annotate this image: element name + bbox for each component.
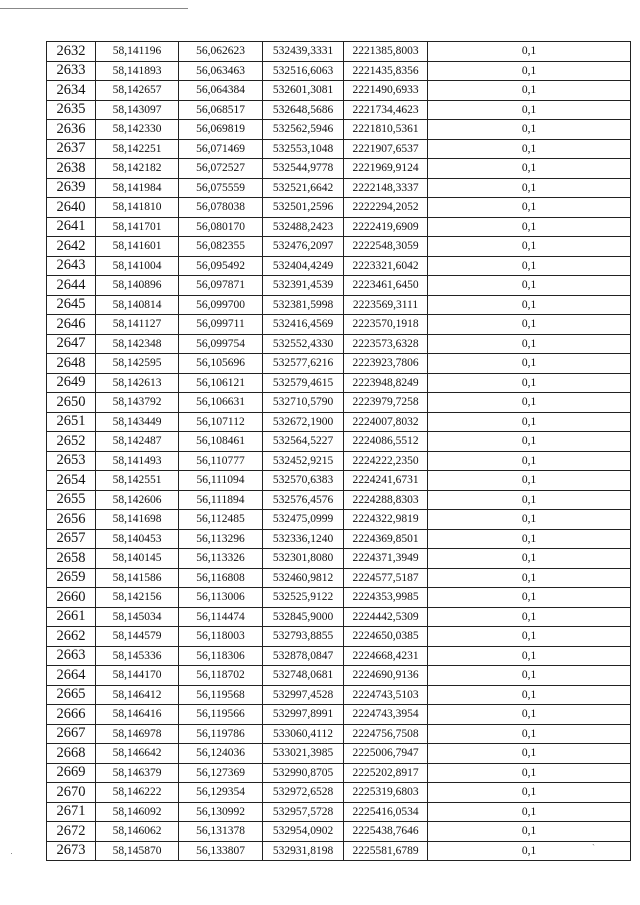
table-row (47, 217, 631, 237)
longitude-cell: 56,072527 (179, 159, 263, 179)
latitude-cell: 58,145336 (96, 646, 179, 666)
y-coordinate-cell: 2221810,5361 (344, 120, 428, 140)
coordinates-table (46, 41, 631, 861)
latitude-cell: 58,141893 (96, 61, 179, 81)
longitude-cell: 56,119786 (179, 724, 263, 744)
top-divider (0, 8, 188, 9)
accuracy-cell: 0,1 (428, 783, 631, 803)
latitude-cell: 58,141586 (96, 568, 179, 588)
x-coordinate-cell: 532577,6216 (263, 354, 344, 374)
accuracy-cell: 0,1 (428, 705, 631, 725)
point-number-cell: 2650 (47, 393, 96, 413)
latitude-cell: 58,141810 (96, 198, 179, 218)
accuracy-cell: 0,1 (428, 256, 631, 276)
accuracy-cell: 0,1 (428, 412, 631, 432)
x-coordinate-cell: 532416,4569 (263, 315, 344, 335)
point-number-cell: 2645 (47, 295, 96, 315)
x-coordinate-cell: 532845,9000 (263, 607, 344, 627)
longitude-cell: 56,111894 (179, 490, 263, 510)
latitude-cell: 58,142487 (96, 432, 179, 452)
accuracy-cell: 0,1 (428, 841, 631, 861)
latitude-cell: 58,141127 (96, 315, 179, 335)
y-coordinate-cell: 2224086,5512 (344, 432, 428, 452)
latitude-cell: 58,144579 (96, 627, 179, 647)
accuracy-cell: 0,1 (428, 295, 631, 315)
longitude-cell: 56,099700 (179, 295, 263, 315)
table-row (47, 763, 631, 783)
y-coordinate-cell: 2221385,8003 (344, 42, 428, 62)
y-coordinate-cell: 2223461,6450 (344, 276, 428, 296)
point-number-cell: 2666 (47, 705, 96, 725)
latitude-cell: 58,145034 (96, 607, 179, 627)
table-row (47, 724, 631, 744)
latitude-cell: 58,144170 (96, 666, 179, 686)
x-coordinate-cell: 532931,8198 (263, 841, 344, 861)
y-coordinate-cell: 2224743,3954 (344, 705, 428, 725)
x-coordinate-cell: 532793,8855 (263, 627, 344, 647)
x-coordinate-cell: 532452,9215 (263, 451, 344, 471)
table-row (47, 198, 631, 218)
longitude-cell: 56,118702 (179, 666, 263, 686)
x-coordinate-cell: 532748,0681 (263, 666, 344, 686)
longitude-cell: 56,119566 (179, 705, 263, 725)
table-row (47, 81, 631, 101)
point-number-cell: 2660 (47, 588, 96, 608)
table-row (47, 744, 631, 764)
point-number-cell: 2663 (47, 646, 96, 666)
latitude-cell: 58,146062 (96, 822, 179, 842)
longitude-cell: 56,113296 (179, 529, 263, 549)
x-coordinate-cell: 532525,9122 (263, 588, 344, 608)
longitude-cell: 56,097871 (179, 276, 263, 296)
longitude-cell: 56,063463 (179, 61, 263, 81)
y-coordinate-cell: 2224577,5187 (344, 568, 428, 588)
table-row (47, 276, 631, 296)
longitude-cell: 56,069819 (179, 120, 263, 140)
point-number-cell: 2673 (47, 841, 96, 861)
longitude-cell: 56,118306 (179, 646, 263, 666)
point-number-cell: 2667 (47, 724, 96, 744)
y-coordinate-cell: 2225581,6789 (344, 841, 428, 861)
accuracy-cell: 0,1 (428, 724, 631, 744)
latitude-cell: 58,141701 (96, 217, 179, 237)
longitude-cell: 56,114474 (179, 607, 263, 627)
y-coordinate-cell: 2222148,3337 (344, 178, 428, 198)
longitude-cell: 56,131378 (179, 822, 263, 842)
table-row (47, 510, 631, 530)
table-row (47, 295, 631, 315)
table-row (47, 646, 631, 666)
accuracy-cell: 0,1 (428, 607, 631, 627)
accuracy-cell: 0,1 (428, 217, 631, 237)
table-row (47, 354, 631, 374)
point-number-cell: 2665 (47, 685, 96, 705)
longitude-cell: 56,071469 (179, 139, 263, 159)
longitude-cell: 56,106121 (179, 373, 263, 393)
y-coordinate-cell: 2224743,5103 (344, 685, 428, 705)
latitude-cell: 58,146642 (96, 744, 179, 764)
latitude-cell: 58,146416 (96, 705, 179, 725)
x-coordinate-cell: 532972,6528 (263, 783, 344, 803)
table-row (47, 568, 631, 588)
y-coordinate-cell: 2224222,2350 (344, 451, 428, 471)
accuracy-cell: 0,1 (428, 159, 631, 179)
y-coordinate-cell: 2223979,7258 (344, 393, 428, 413)
latitude-cell: 58,142551 (96, 471, 179, 491)
point-number-cell: 2651 (47, 412, 96, 432)
latitude-cell: 58,142348 (96, 334, 179, 354)
latitude-cell: 58,141601 (96, 237, 179, 257)
y-coordinate-cell: 2221734,4623 (344, 100, 428, 120)
longitude-cell: 56,127369 (179, 763, 263, 783)
longitude-cell: 56,099711 (179, 315, 263, 335)
y-coordinate-cell: 2225319,6803 (344, 783, 428, 803)
accuracy-cell: 0,1 (428, 354, 631, 374)
x-coordinate-cell: 532601,3081 (263, 81, 344, 101)
latitude-cell: 58,142657 (96, 81, 179, 101)
latitude-cell: 58,142613 (96, 373, 179, 393)
table-row (47, 178, 631, 198)
accuracy-cell: 0,1 (428, 471, 631, 491)
accuracy-cell: 0,1 (428, 490, 631, 510)
point-number-cell: 2658 (47, 549, 96, 569)
table-row (47, 471, 631, 491)
accuracy-cell: 0,1 (428, 763, 631, 783)
accuracy-cell: 0,1 (428, 276, 631, 296)
x-coordinate-cell: 532878,0847 (263, 646, 344, 666)
point-number-cell: 2638 (47, 159, 96, 179)
accuracy-cell: 0,1 (428, 120, 631, 140)
accuracy-cell: 0,1 (428, 315, 631, 335)
table-row (47, 588, 631, 608)
latitude-cell: 58,140453 (96, 529, 179, 549)
point-number-cell: 2657 (47, 529, 96, 549)
point-number-cell: 2668 (47, 744, 96, 764)
accuracy-cell: 0,1 (428, 373, 631, 393)
longitude-cell: 56,133807 (179, 841, 263, 861)
x-coordinate-cell: 532475,0999 (263, 510, 344, 530)
accuracy-cell: 0,1 (428, 100, 631, 120)
y-coordinate-cell: 2223948,8249 (344, 373, 428, 393)
y-coordinate-cell: 2224322,9819 (344, 510, 428, 530)
y-coordinate-cell: 2224650,0385 (344, 627, 428, 647)
x-coordinate-cell: 532997,4528 (263, 685, 344, 705)
y-coordinate-cell: 2224442,5309 (344, 607, 428, 627)
table-row (47, 393, 631, 413)
x-coordinate-cell: 533060,4112 (263, 724, 344, 744)
point-number-cell: 2656 (47, 510, 96, 530)
table-row (47, 139, 631, 159)
accuracy-cell: 0,1 (428, 822, 631, 842)
x-coordinate-cell: 532672,1900 (263, 412, 344, 432)
y-coordinate-cell: 2223570,1918 (344, 315, 428, 335)
x-coordinate-cell: 532381,5998 (263, 295, 344, 315)
latitude-cell: 58,142251 (96, 139, 179, 159)
y-coordinate-cell: 2224007,8032 (344, 412, 428, 432)
longitude-cell: 56,080170 (179, 217, 263, 237)
table-row (47, 529, 631, 549)
latitude-cell: 58,145870 (96, 841, 179, 861)
latitude-cell: 58,141984 (96, 178, 179, 198)
point-number-cell: 2643 (47, 256, 96, 276)
point-number-cell: 2652 (47, 432, 96, 452)
longitude-cell: 56,129354 (179, 783, 263, 803)
point-number-cell: 2642 (47, 237, 96, 257)
latitude-cell: 58,146379 (96, 763, 179, 783)
table-row (47, 315, 631, 335)
longitude-cell: 56,062623 (179, 42, 263, 62)
longitude-cell: 56,064384 (179, 81, 263, 101)
x-coordinate-cell: 532552,4330 (263, 334, 344, 354)
point-number-cell: 2634 (47, 81, 96, 101)
table-row (47, 120, 631, 140)
point-number-cell: 2640 (47, 198, 96, 218)
accuracy-cell: 0,1 (428, 802, 631, 822)
x-coordinate-cell: 532439,3331 (263, 42, 344, 62)
latitude-cell: 58,140814 (96, 295, 179, 315)
table-row (47, 237, 631, 257)
point-number-cell: 2647 (47, 334, 96, 354)
y-coordinate-cell: 2223321,6042 (344, 256, 428, 276)
point-number-cell: 2671 (47, 802, 96, 822)
table-row (47, 159, 631, 179)
longitude-cell: 56,124036 (179, 744, 263, 764)
x-coordinate-cell: 532553,1048 (263, 139, 344, 159)
accuracy-cell: 0,1 (428, 568, 631, 588)
latitude-cell: 58,141004 (96, 256, 179, 276)
point-number-cell: 2659 (47, 568, 96, 588)
x-coordinate-cell: 532544,9778 (263, 159, 344, 179)
point-number-cell: 2653 (47, 451, 96, 471)
longitude-cell: 56,099754 (179, 334, 263, 354)
y-coordinate-cell: 2221490,6933 (344, 81, 428, 101)
accuracy-cell: 0,1 (428, 549, 631, 569)
point-number-cell: 2654 (47, 471, 96, 491)
latitude-cell: 58,142595 (96, 354, 179, 374)
point-number-cell: 2635 (47, 100, 96, 120)
table-row (47, 705, 631, 725)
longitude-cell: 56,111094 (179, 471, 263, 491)
accuracy-cell: 0,1 (428, 393, 631, 413)
latitude-cell: 58,146092 (96, 802, 179, 822)
y-coordinate-cell: 2224756,7508 (344, 724, 428, 744)
y-coordinate-cell: 2221435,8356 (344, 61, 428, 81)
latitude-cell: 58,146412 (96, 685, 179, 705)
longitude-cell: 56,106631 (179, 393, 263, 413)
y-coordinate-cell: 2224690,9136 (344, 666, 428, 686)
latitude-cell: 58,143792 (96, 393, 179, 413)
latitude-cell: 58,141196 (96, 42, 179, 62)
x-coordinate-cell: 532521,6642 (263, 178, 344, 198)
table-row (47, 802, 631, 822)
x-coordinate-cell: 532562,5946 (263, 120, 344, 140)
x-coordinate-cell: 532579,4615 (263, 373, 344, 393)
accuracy-cell: 0,1 (428, 237, 631, 257)
longitude-cell: 56,110777 (179, 451, 263, 471)
x-coordinate-cell: 532957,5728 (263, 802, 344, 822)
longitude-cell: 56,078038 (179, 198, 263, 218)
x-coordinate-cell: 532391,4539 (263, 276, 344, 296)
accuracy-cell: 0,1 (428, 139, 631, 159)
y-coordinate-cell: 2224371,3949 (344, 549, 428, 569)
table-row (47, 373, 631, 393)
x-coordinate-cell: 532564,5227 (263, 432, 344, 452)
latitude-cell: 58,143449 (96, 412, 179, 432)
x-coordinate-cell: 532336,1240 (263, 529, 344, 549)
longitude-cell: 56,112485 (179, 510, 263, 530)
y-coordinate-cell: 2222419,6909 (344, 217, 428, 237)
accuracy-cell: 0,1 (428, 646, 631, 666)
accuracy-cell: 0,1 (428, 744, 631, 764)
table-row (47, 42, 631, 62)
accuracy-cell: 0,1 (428, 334, 631, 354)
y-coordinate-cell: 2224369,8501 (344, 529, 428, 549)
x-coordinate-cell: 532576,4576 (263, 490, 344, 510)
y-coordinate-cell: 2225202,8917 (344, 763, 428, 783)
longitude-cell: 56,130992 (179, 802, 263, 822)
longitude-cell: 56,108461 (179, 432, 263, 452)
scan-speck: · (10, 848, 13, 858)
table-row (47, 432, 631, 452)
table-row (47, 549, 631, 569)
longitude-cell: 56,105696 (179, 354, 263, 374)
longitude-cell: 56,113006 (179, 588, 263, 608)
x-coordinate-cell: 532997,8991 (263, 705, 344, 725)
x-coordinate-cell: 532648,5686 (263, 100, 344, 120)
x-coordinate-cell: 533021,3985 (263, 744, 344, 764)
accuracy-cell: 0,1 (428, 666, 631, 686)
latitude-cell: 58,142330 (96, 120, 179, 140)
scan-speck: ` (592, 843, 595, 853)
x-coordinate-cell: 532488,2423 (263, 217, 344, 237)
point-number-cell: 2632 (47, 42, 96, 62)
point-number-cell: 2648 (47, 354, 96, 374)
longitude-cell: 56,116808 (179, 568, 263, 588)
y-coordinate-cell: 2223923,7806 (344, 354, 428, 374)
table-row (47, 783, 631, 803)
accuracy-cell: 0,1 (428, 451, 631, 471)
x-coordinate-cell: 532476,2097 (263, 237, 344, 257)
y-coordinate-cell: 2224668,4231 (344, 646, 428, 666)
x-coordinate-cell: 532954,0902 (263, 822, 344, 842)
accuracy-cell: 0,1 (428, 198, 631, 218)
table-row (47, 666, 631, 686)
longitude-cell: 56,113326 (179, 549, 263, 569)
table-row (47, 334, 631, 354)
longitude-cell: 56,095492 (179, 256, 263, 276)
point-number-cell: 2649 (47, 373, 96, 393)
table-row (47, 627, 631, 647)
accuracy-cell: 0,1 (428, 627, 631, 647)
y-coordinate-cell: 2223569,3111 (344, 295, 428, 315)
table-row (47, 100, 631, 120)
point-number-cell: 2641 (47, 217, 96, 237)
point-number-cell: 2644 (47, 276, 96, 296)
table-row (47, 61, 631, 81)
y-coordinate-cell: 2222548,3059 (344, 237, 428, 257)
accuracy-cell: 0,1 (428, 42, 631, 62)
x-coordinate-cell: 532404,4249 (263, 256, 344, 276)
y-coordinate-cell: 2221907,6537 (344, 139, 428, 159)
x-coordinate-cell: 532990,8705 (263, 763, 344, 783)
point-number-cell: 2662 (47, 627, 96, 647)
point-number-cell: 2646 (47, 315, 96, 335)
x-coordinate-cell: 532710,5790 (263, 393, 344, 413)
table-row (47, 490, 631, 510)
x-coordinate-cell: 532301,8080 (263, 549, 344, 569)
point-number-cell: 2655 (47, 490, 96, 510)
table-row (47, 685, 631, 705)
table-row (47, 451, 631, 471)
longitude-cell: 56,075559 (179, 178, 263, 198)
latitude-cell: 58,142156 (96, 588, 179, 608)
table-row (47, 607, 631, 627)
y-coordinate-cell: 2221969,9124 (344, 159, 428, 179)
point-number-cell: 2661 (47, 607, 96, 627)
accuracy-cell: 0,1 (428, 685, 631, 705)
accuracy-cell: 0,1 (428, 432, 631, 452)
x-coordinate-cell: 532570,6383 (263, 471, 344, 491)
longitude-cell: 56,082355 (179, 237, 263, 257)
y-coordinate-cell: 2225416,0534 (344, 802, 428, 822)
latitude-cell: 58,146222 (96, 783, 179, 803)
longitude-cell: 56,119568 (179, 685, 263, 705)
latitude-cell: 58,146978 (96, 724, 179, 744)
latitude-cell: 58,143097 (96, 100, 179, 120)
latitude-cell: 58,140896 (96, 276, 179, 296)
y-coordinate-cell: 2223573,6328 (344, 334, 428, 354)
latitude-cell: 58,141698 (96, 510, 179, 530)
point-number-cell: 2636 (47, 120, 96, 140)
accuracy-cell: 0,1 (428, 178, 631, 198)
accuracy-cell: 0,1 (428, 61, 631, 81)
point-number-cell: 2664 (47, 666, 96, 686)
table-row (47, 256, 631, 276)
longitude-cell: 56,068517 (179, 100, 263, 120)
y-coordinate-cell: 2224288,8303 (344, 490, 428, 510)
latitude-cell: 58,142606 (96, 490, 179, 510)
x-coordinate-cell: 532501,2596 (263, 198, 344, 218)
latitude-cell: 58,140145 (96, 549, 179, 569)
table-row (47, 412, 631, 432)
longitude-cell: 56,107112 (179, 412, 263, 432)
y-coordinate-cell: 2224353,9985 (344, 588, 428, 608)
y-coordinate-cell: 2224241,6731 (344, 471, 428, 491)
latitude-cell: 58,142182 (96, 159, 179, 179)
longitude-cell: 56,118003 (179, 627, 263, 647)
point-number-cell: 2669 (47, 763, 96, 783)
accuracy-cell: 0,1 (428, 529, 631, 549)
table-body (47, 42, 631, 861)
point-number-cell: 2633 (47, 61, 96, 81)
latitude-cell: 58,141493 (96, 451, 179, 471)
point-number-cell: 2670 (47, 783, 96, 803)
accuracy-cell: 0,1 (428, 510, 631, 530)
point-number-cell: 2637 (47, 139, 96, 159)
point-number-cell: 2672 (47, 822, 96, 842)
table-row (47, 822, 631, 842)
x-coordinate-cell: 532516,6063 (263, 61, 344, 81)
accuracy-cell: 0,1 (428, 588, 631, 608)
x-coordinate-cell: 532460,9812 (263, 568, 344, 588)
y-coordinate-cell: 2225006,7947 (344, 744, 428, 764)
y-coordinate-cell: 2225438,7646 (344, 822, 428, 842)
y-coordinate-cell: 2222294,2052 (344, 198, 428, 218)
accuracy-cell: 0,1 (428, 81, 631, 101)
table-row (47, 841, 631, 861)
point-number-cell: 2639 (47, 178, 96, 198)
